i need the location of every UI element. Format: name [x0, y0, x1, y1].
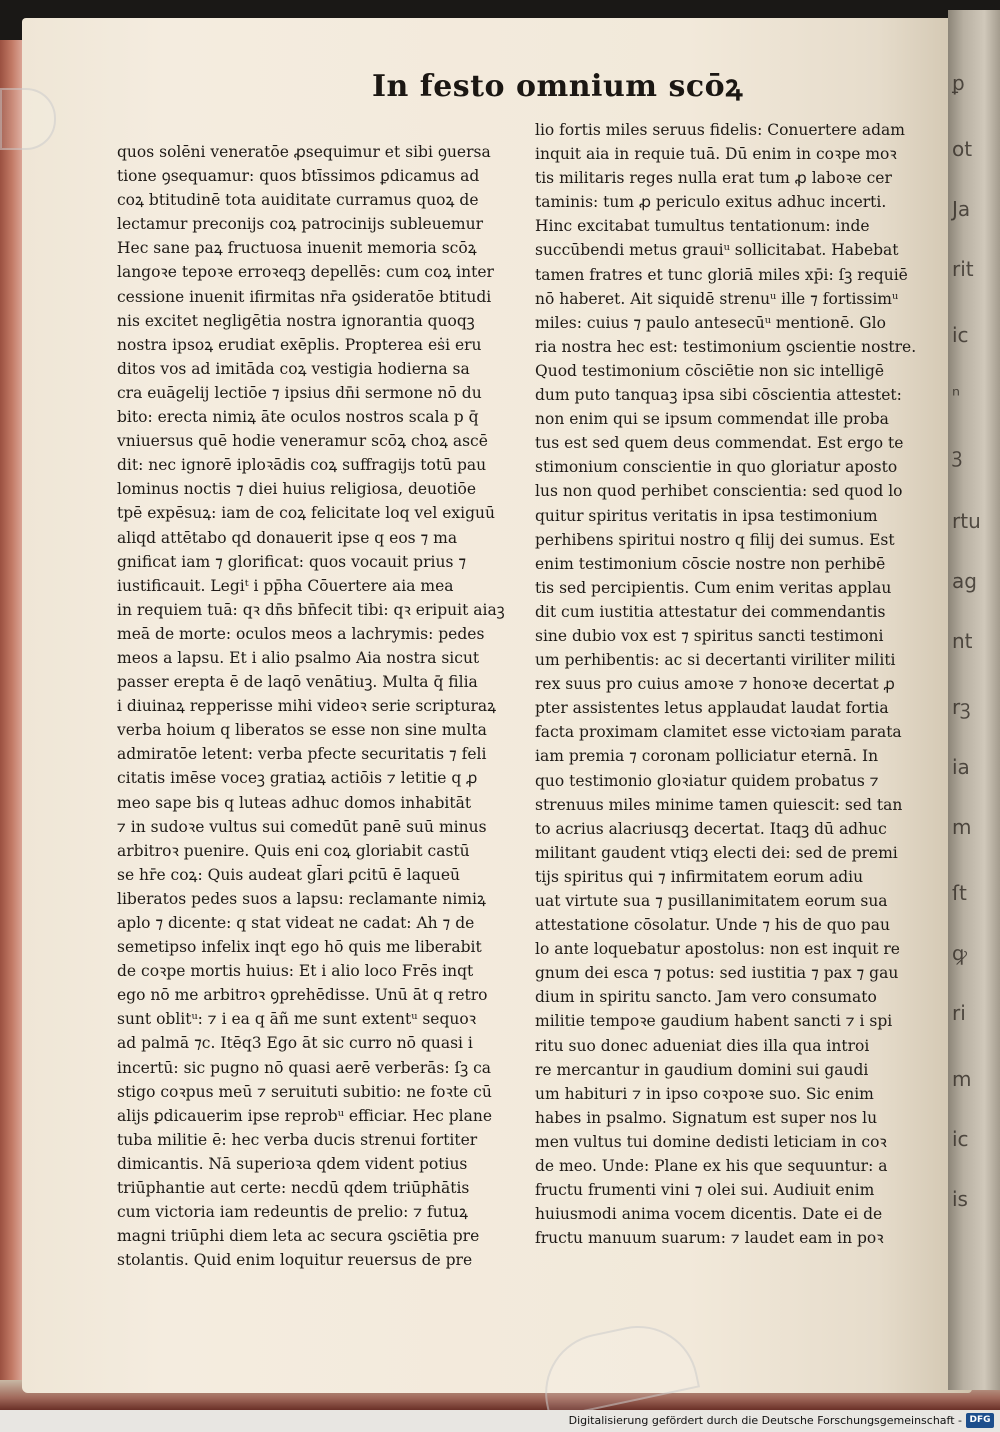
facing-text-fragment: ag [952, 569, 977, 593]
text-line: ⁊ in sudoꝛe vultus sui comedūt panē suū minus [117, 817, 487, 836]
text-line: rex suus pro cuius amoꝛe ⁊ honoꝛe decertat ꝓ [535, 675, 895, 694]
text-line: Hinc excitabat tumultus tentationum: inde [535, 217, 870, 236]
text-line: tamen fratres et tunc gloriā miles xp̄i: ſꝫ requiē [535, 265, 908, 284]
facing-text-fragment: ꝫ [952, 443, 963, 467]
text-line: quitur spiritus veritatis in ipsa testimonium [535, 506, 878, 525]
text-line: stimonium conscientie in quo gloriatur aposto [535, 458, 898, 477]
text-line: succūbendi metus grauiᵘ sollicitabat. Habebat [535, 241, 899, 260]
text-line: passer erepta ē de laqō venātiuꝫ. Multa q̄ filia [117, 673, 478, 692]
text-line: miles: cuius ⁊ paulo antesecūᵘ mentionē. Glo [535, 313, 886, 332]
text-line: dit cum iustitia attestatur dei commendantis [535, 602, 886, 621]
text-line: habes in psalmo. Signatum est super nos lu [535, 1108, 878, 1127]
facing-text-fragment: rtu [952, 509, 981, 533]
facing-text-fragment: ic [952, 1127, 969, 1151]
footer-bar [0, 1410, 1000, 1432]
text-line: lectamur preconijs coꝝ patrocinijs subleuemur [117, 215, 483, 234]
facing-text-fragment: is [952, 1187, 968, 1211]
text-line: gnificat iam ⁊ glorificat: quos vocauit prius ⁊ [117, 552, 467, 571]
facing-text-fragment: ia [952, 755, 970, 779]
text-line: incertū: sic pugno nō quasi aerē verberās: ſꝫ ca [117, 1058, 491, 1077]
text-line: ritu suo donec adueniat dies illa qua introi [535, 1036, 870, 1055]
facing-text-fragment: rit [952, 257, 974, 281]
text-line: liberatos pedes suos a lapsu: reclamante nimiꝝ [117, 889, 486, 908]
text-line: citatis imēse voceꝫ gratiaꝝ actiōis ⁊ letitie q ꝓ [117, 769, 478, 788]
text-line: militant gaudent vtiqꝫ electi dei: sed de premi [535, 843, 898, 862]
facing-text-fragment: nt [952, 629, 973, 653]
text-line: meā de morte: oculos meos a lachrymis: pedes [117, 624, 485, 643]
text-line: tus est sed quem deus commendat. Est ergo te [535, 434, 904, 453]
text-line: sunt oblitᵘ: ⁊ i ea q āñ me sunt extentᵘ sequoꝛ [117, 1010, 477, 1029]
text-line: facta proximam clamitet esse victoꝛiam parata [535, 723, 902, 742]
text-line: de meo. Unde: Plane ex his que sequuntur: a [535, 1157, 888, 1176]
text-line: ego nō me arbitroꝛ ꝯprehēdisse. Unū āt q retro [117, 986, 488, 1005]
text-line: dum puto tanquaꝫ ipsa sibi cōscientia attestet: [535, 386, 902, 405]
text-line: lominus noctis ⁊ diei huius religiosa, deuotiōe [117, 480, 477, 499]
facing-text-fragment: Ja [952, 197, 971, 221]
text-line: stolantis. Quid enim loquitur reuersus de pre [117, 1251, 473, 1270]
text-line: quo testimonio gloꝛiatur quidem probatus ⁊ [535, 771, 879, 790]
text-line: pter assistentes letus applaudat laudat fortia [535, 699, 889, 718]
text-line: fructu manuum suarum: ⁊ laudet eam in poꝛ [535, 1229, 884, 1248]
text-line: um perhibentis: ac si decertanti viriliter militi [535, 651, 896, 670]
text-line: non enim qui se ipsum commendat ille proba [535, 410, 889, 429]
text-line: iam premia ⁊ coronam polliciatur eternā. In [535, 747, 879, 766]
text-line: dimicantis. Nā superioꝛa qdem vident potius [117, 1154, 468, 1173]
text-line: men vultus tui domine dedisti leticiam in coꝛ [535, 1132, 887, 1151]
text-line: tis sed percipientis. Cum enim veritas applau [535, 578, 892, 597]
facing-text-fragment: ri [952, 1001, 966, 1025]
text-line: meo sape bis q luteas adhuc domos inhabitāt [117, 793, 472, 812]
text-line: uat virtute sua ⁊ pusillanimitatem eorum sua [535, 892, 888, 910]
text-line: perhibens spiritui nostro q filij dei sumus. Est [535, 530, 895, 549]
text-line: tuba militie ē: hec verba ducis strenui fortiter [117, 1130, 478, 1149]
text-line: attestatione cōsolatur. Unde ⁊ his de quo pau [535, 916, 891, 935]
text-line: Quod testimonium cōsciētie non sic intelligē [535, 361, 885, 380]
text-line: quos solēni veneratōe ꝓsequimur et sibi ꝯuersa [117, 143, 491, 161]
text-line: taminis: tum ꝓ periculo exitus adhuc incerti. [535, 193, 887, 212]
text-line: semetipso infelix inqt ego hō quis me liberabit [117, 938, 482, 957]
text-line: arbitroꝛ puenire. Quis eni coꝝ gloriabit castū [117, 841, 470, 860]
text-line: enim testimonium cōscie nostre non perhibē [535, 554, 886, 573]
facing-text-fragment: ſt [952, 881, 967, 905]
text-line: inquit aia in requie tuā. Dū enim in coꝛpe moꝛ [535, 145, 897, 164]
text-line: strenuus miles minime tamen quiescit: sed tan [535, 795, 903, 814]
funding-notice: Digitalisierung gefördert durch die Deutsche Forschungsgemeinschaft - [568, 1414, 962, 1427]
text-line: cum victoria iam redeuntis de prelio: ⁊ futuꝝ [117, 1203, 468, 1222]
text-line: huiusmodi anima vocem dicentis. Date ei de [535, 1205, 883, 1224]
text-line: gnum dei esca ⁊ potus: sed iustitia ⁊ pax ⁊ gau [535, 964, 899, 983]
text-line: dium in spiritu sancto. Jam vero consumato [535, 988, 877, 1007]
text-line: aplo ⁊ dicente: q stat videat ne cadat: Ah ⁊ de [117, 914, 475, 932]
text-line: lio fortis miles seruus fidelis: Conuertere adam [535, 121, 905, 139]
text-line: dit: nec ignorē iploꝛādis coꝝ suffragijs totū pau [117, 456, 487, 475]
facing-text-fragment: ic [952, 323, 969, 347]
text-line: meos a lapsu. Et i alio psalmo Aia nostra sicut [117, 648, 480, 667]
text-line: se hr̄e coꝝ: Quis audeat gl̄ari ꝑcitū ē laqueū [117, 865, 460, 884]
page-heading: In festo omnium scōꝝ [372, 69, 743, 104]
text-line: stigo coꝛpus meū ⁊ seruituti subitio: ne foꝛte cū [117, 1082, 492, 1101]
text-line: lo ante loquebatur apostolus: non est inquit re [535, 940, 900, 959]
text-line: vniuersus quē hodie veneramur scōꝝ choꝝ ascē [117, 432, 488, 451]
facing-page-edge [948, 10, 1000, 1390]
dfg-logo: DFG [966, 1413, 994, 1428]
text-line: fructu frumenti vini ⁊ olei sui. Audiuit enim [535, 1181, 875, 1200]
text-line: i diuinaꝝ repperisse mihi videoꝛ serie scripturaꝝ [117, 697, 497, 716]
book-page [22, 18, 972, 1393]
facing-page-text [952, 70, 1000, 1252]
facing-text-fragment: ⁿ [952, 383, 960, 407]
facing-text-fragment: ꝑ [952, 71, 965, 95]
facing-text-fragment: rꝫ [952, 695, 971, 719]
text-line: re mercantur in gaudium domini sui gaudi [535, 1060, 869, 1079]
text-line: tijs spiritus qui ⁊ infirmitatem eorum adiu [535, 867, 864, 886]
text-line: verba hoium q liberatos se esse non sine multa [117, 721, 487, 740]
text-line: lus non quod perhibet conscientia: sed quod lo [535, 482, 903, 501]
text-line: aliqd attētabo qd donauerit ipse q eos ⁊ ma [117, 528, 458, 547]
facing-text-fragment: m [952, 1067, 972, 1091]
text-line: nis excitet negligētia nostra ignorantia quoqꝫ [117, 311, 475, 330]
facing-text-fragment: m [952, 815, 972, 839]
text-line: cessione inuenit ifirmitas nr̄a ꝯsideratōe btitudi [117, 287, 492, 306]
left-text-column [117, 140, 512, 1272]
text-line: magni triūphi diem leta ac secura ꝯsciētia pre [117, 1227, 480, 1246]
book-clamp-left [0, 88, 56, 150]
text-line: ad palmā ⁊c. Itēq3 Ego āt sic curro nō quasi i [117, 1034, 473, 1053]
text-line: langoꝛe tepoꝛe erroꝛeqꝫ depellēs: cum coꝝ inter [117, 263, 494, 282]
text-line: de coꝛpe mortis huius: Et i alio loco Frēs inqt [117, 962, 474, 981]
text-line: sine dubio vox est ⁊ spiritus sancti testimoni [535, 626, 884, 645]
text-line: triūphantie aut certe: necdū qdem triūphātis [117, 1179, 470, 1198]
text-line: um habituri ⁊ in ipso coꝛpoꝛe suo. Sic enim [535, 1084, 874, 1103]
text-line: nostra ipsoꝝ erudiat exēplis. Propterea eṡi eru [117, 335, 482, 354]
text-line: iustificauit. Legiᵗ i pp̄ha Cōuertere aia mea [117, 576, 454, 595]
text-line: tpē expēsuꝝ: iam de coꝝ felicitate loq vel exiguū [117, 504, 496, 523]
text-line: bito: erecta nimiꝝ āte oculos nostros scala p q̄ [117, 408, 479, 427]
text-line: coꝝ btitudinē tota auiditate curramus quoꝝ de [117, 191, 479, 210]
facing-text-fragment: ot [952, 137, 973, 161]
text-line: ditos vos ad imitāda coꝝ vestigia hodierna sa [117, 359, 470, 378]
text-line: tis militaris reges nulla erat tum ꝓ laboꝛe cer [535, 169, 892, 188]
text-line: ria nostra hec est: testimonium ꝯscientie nostre. [535, 337, 917, 356]
text-line: alijs ꝑdicauerim ipse reprobᵘ efficiar. Hec plane [117, 1106, 492, 1125]
right-text-column [535, 118, 932, 1250]
text-line: tione ꝯsequamur: quos btīssimos ꝑdicamus ad [117, 167, 480, 186]
text-line: Hec sane paꝝ fructuosa inuenit memoria scōꝝ [117, 239, 477, 258]
text-line: militie tempoꝛe gaudium habent sancti ⁊ i spi [535, 1012, 893, 1031]
text-line: to acrius alacriusqꝫ decertat. Itaqꝫ dū adhuc [535, 819, 887, 838]
facing-text-fragment: ꝙ [952, 941, 968, 965]
text-line: nō haberet. Ait siquidē strenuᵘ ille ⁊ fortissimᵘ [535, 289, 899, 308]
text-line: admiratōe letent: verba pfecte securitatis ⁊ feli [117, 745, 487, 764]
text-line: cra euāgelij lectiōe ⁊ ipsius dn̄i sermone nō du [117, 383, 482, 402]
text-line: in requiem tuā: qꝛ dn̄s bn̄fecit tibi: qꝛ eripuit aiaꝫ [117, 600, 505, 619]
